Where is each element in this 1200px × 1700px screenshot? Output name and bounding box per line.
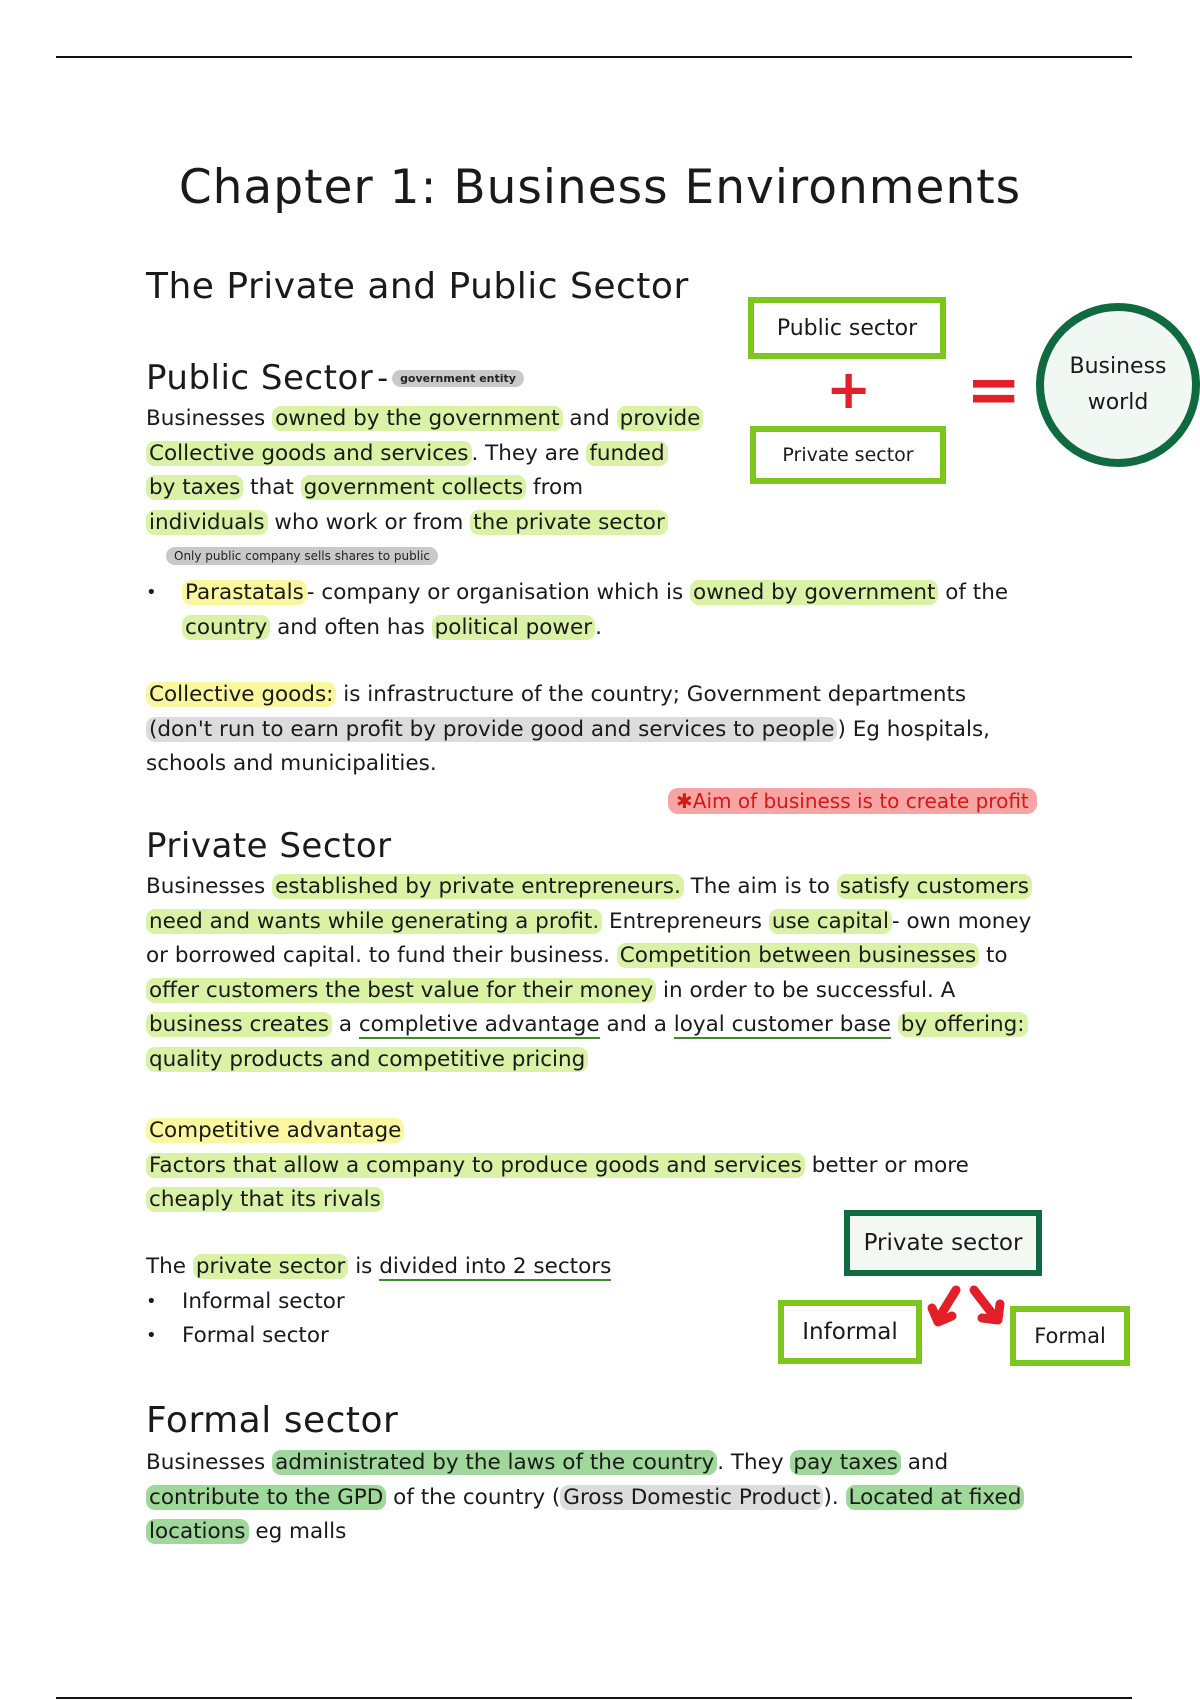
competitive-advantage-paragraph xyxy=(146,1114,1046,1218)
private-sector-paragraph xyxy=(146,870,1066,1077)
aim-of-business-note: ✱Aim of business is to create profit xyxy=(668,788,1037,814)
informal-box: Informal xyxy=(778,1300,922,1364)
divided-paragraph xyxy=(146,1250,746,1354)
line: by taxes that government collects from xyxy=(146,471,706,506)
public-sector-paragraph xyxy=(146,402,706,540)
line: Collective goods and services . They are funded xyxy=(146,437,706,472)
line: Businesses owned by the government and provide xyxy=(146,402,706,437)
public-sector-box: Public sector xyxy=(748,297,946,359)
line: Factors that allow a company to produce goods and services better or more xyxy=(146,1149,1046,1184)
public-shares-note: Only public company sells shares to public xyxy=(166,547,438,565)
list-item: • Informal sector xyxy=(146,1285,746,1320)
line: business creates a completive advantage and a loyal customer base by offering: xyxy=(146,1008,1066,1043)
private-sector-heading: Private Sector xyxy=(146,826,392,866)
public-sector-heading: Public Sector xyxy=(146,358,374,398)
line: contribute to the GPD of the country ( Gross Domestic Product ). Located at fixed xyxy=(146,1481,1076,1516)
line: Businesses established by private entrepreneurs. The aim is to satisfy customers xyxy=(146,870,1066,905)
plus-icon: + xyxy=(826,358,872,421)
split-arrows-icon xyxy=(922,1282,1012,1338)
private-sector-top-box: Private sector xyxy=(844,1210,1042,1276)
line: individuals who work or from the private sector xyxy=(146,506,706,541)
top-rule xyxy=(56,56,1132,58)
list-item: • Parastatals - company or organisation which is owned by government of the country and often has political power . xyxy=(146,576,1026,645)
line: Businesses administrated by the laws of the country . They pay taxes and xyxy=(146,1450,949,1475)
parastatals-list xyxy=(146,576,1026,645)
bottom-rule xyxy=(56,1697,1132,1699)
page-title: Chapter 1: Business Environments xyxy=(178,160,1022,215)
government-entity-note: government entity xyxy=(392,370,524,387)
line: locations eg malls xyxy=(146,1515,1076,1550)
formal-box: Formal xyxy=(1010,1306,1130,1366)
bullet-dot: • xyxy=(146,1290,157,1312)
public-sector-heading-row xyxy=(146,358,524,398)
collective-goods-paragraph xyxy=(146,678,1046,782)
private-sector-box: Private sector xyxy=(750,426,946,484)
formal-sector-heading: Formal sector xyxy=(146,1400,399,1441)
arrow-right-shaft xyxy=(974,1290,994,1316)
line: or borrowed capital. to fund their business. Competition between businesses to xyxy=(146,943,1008,968)
bullet-dot: • xyxy=(146,582,157,603)
list-item: • Formal sector xyxy=(146,1319,746,1354)
line: cheaply that its rivals xyxy=(146,1183,1046,1218)
bullet-dot: • xyxy=(146,1325,157,1346)
line: offer customers the best value for their money in order to be successful. A xyxy=(146,974,1066,1009)
business-world-circle xyxy=(1036,303,1200,467)
line: quality products and competitive pricing xyxy=(146,1043,1066,1078)
equals-icon: = xyxy=(966,351,1022,428)
line: The private sector is divided into 2 sectors xyxy=(146,1254,612,1279)
section-heading-private-public: The Private and Public Sector xyxy=(146,266,689,307)
sector-list xyxy=(146,1285,746,1354)
heading-dash: - xyxy=(377,360,389,396)
line: need and wants while generating a profit. Entrepreneurs use capital - own money xyxy=(146,905,1066,940)
line: Collective goods: is infrastructure of the country; Government departments xyxy=(146,678,1046,713)
formal-sector-paragraph xyxy=(146,1446,1076,1550)
business-world-label: Business world xyxy=(1069,354,1167,415)
line: Competitive advantage xyxy=(146,1114,1046,1149)
line: (don't run to earn profit by provide good and services to people ) Eg hospitals, xyxy=(146,713,1046,748)
line: schools and municipalities. xyxy=(146,751,437,776)
